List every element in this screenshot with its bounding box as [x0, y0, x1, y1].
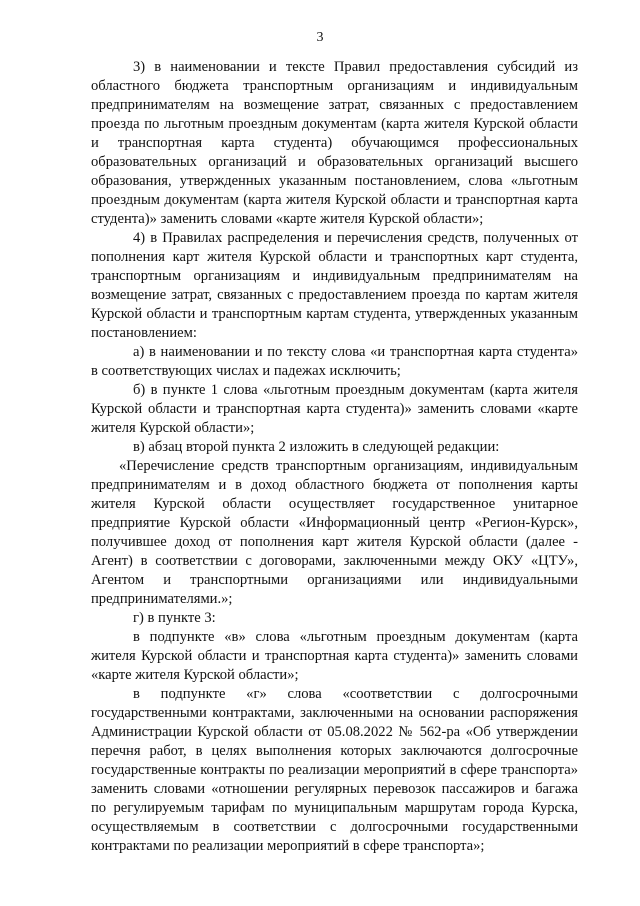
page-number: 3: [316, 30, 324, 45]
paragraph-item-3: 3) в наименовании и тексте Правил предоставления субсидий из областного бюджета транспортным организациям и индивидуальным предпринимателям на возмещение затрат, связанных с предоставлением проезда по льготным проездным документам (карта жителя Курской области и транспортная карта студента) обучающимся профессиональных образовательных организаций и образовательных организаций высшего образования, утвержденных указанным постановлением, слова «льготным проездным документам (карта жителя Курской области и транспортная карта студента)» заменить словами «карте жителя Курской области»;: [91, 59, 578, 227]
paragraph-subitem-b: б) в пункте 1 слова «льготным проездным документам (карта жителя Курской области и транспортная карта студента)» заменить словами «карте жителя Курской области»;: [91, 382, 578, 436]
paragraph-subitem-a: а) в наименовании и по тексту слова «и транспортная карта студента» в соответствующих числах и падежах исключить;: [91, 344, 578, 379]
paragraph-subpoint-g: в подпункте «г» слова «соответствии с долгосрочными государственными контрактами, заключенными на основании распоряжения Администрации Курской области от 05.08.2022 № 562-ра «Об утверждении перечня работ, в целях выполнения которых заключаются долгосрочные государственные контракты по реализации мероприятий в сфере транспорта» заменить словами «отношении регулярных перевозок пассажиров и багажа по регулируемым тарифам по муниципальным маршрутам города Курска, осуществляемым в соответствии с долгосрочными государственными контрактами по реализации мероприятий в сфере транспорта»;: [91, 686, 578, 854]
paragraph-quoted-text: «Перечисление средств транспортным организациям, индивидуальным предпринимателям и в доход областного бюджета от пополнения карты жителя Курской области осуществляет государственное унитарное предприятие Курской области «Информационный центр «Регион-Курск», получившее доход от пополнения карт жителя Курской области (далее - Агент) в соответствии с договорами, заключенными между ОКУ «ЦТУ», Агентом и транспортными организациями или индивидуальными предпринимателями.»;: [91, 458, 578, 607]
paragraph-subitem-g: г) в пункте 3:: [133, 610, 216, 626]
paragraph-subpoint-v: в подпункте «в» слова «льготным проездным документам (карта жителя Курской области и транспортная карта студента)» заменить словами «карте жителя Курской области»;: [91, 629, 578, 683]
paragraph-item-4: 4) в Правилах распределения и перечисления средств, полученных от пополнения карт жителя Курской области и транспортных карт студента, транспортным организациям и индивидуальным предпринимателям на возмещение затрат, связанных с предоставлением проезда по картам жителя Курской области и транспортным картам студента, утвержденных указанным постановлением:: [91, 230, 578, 341]
document-body: [91, 58, 578, 856]
paragraph-subitem-v: в) абзац второй пункта 2 изложить в следующей редакции:: [133, 439, 500, 455]
